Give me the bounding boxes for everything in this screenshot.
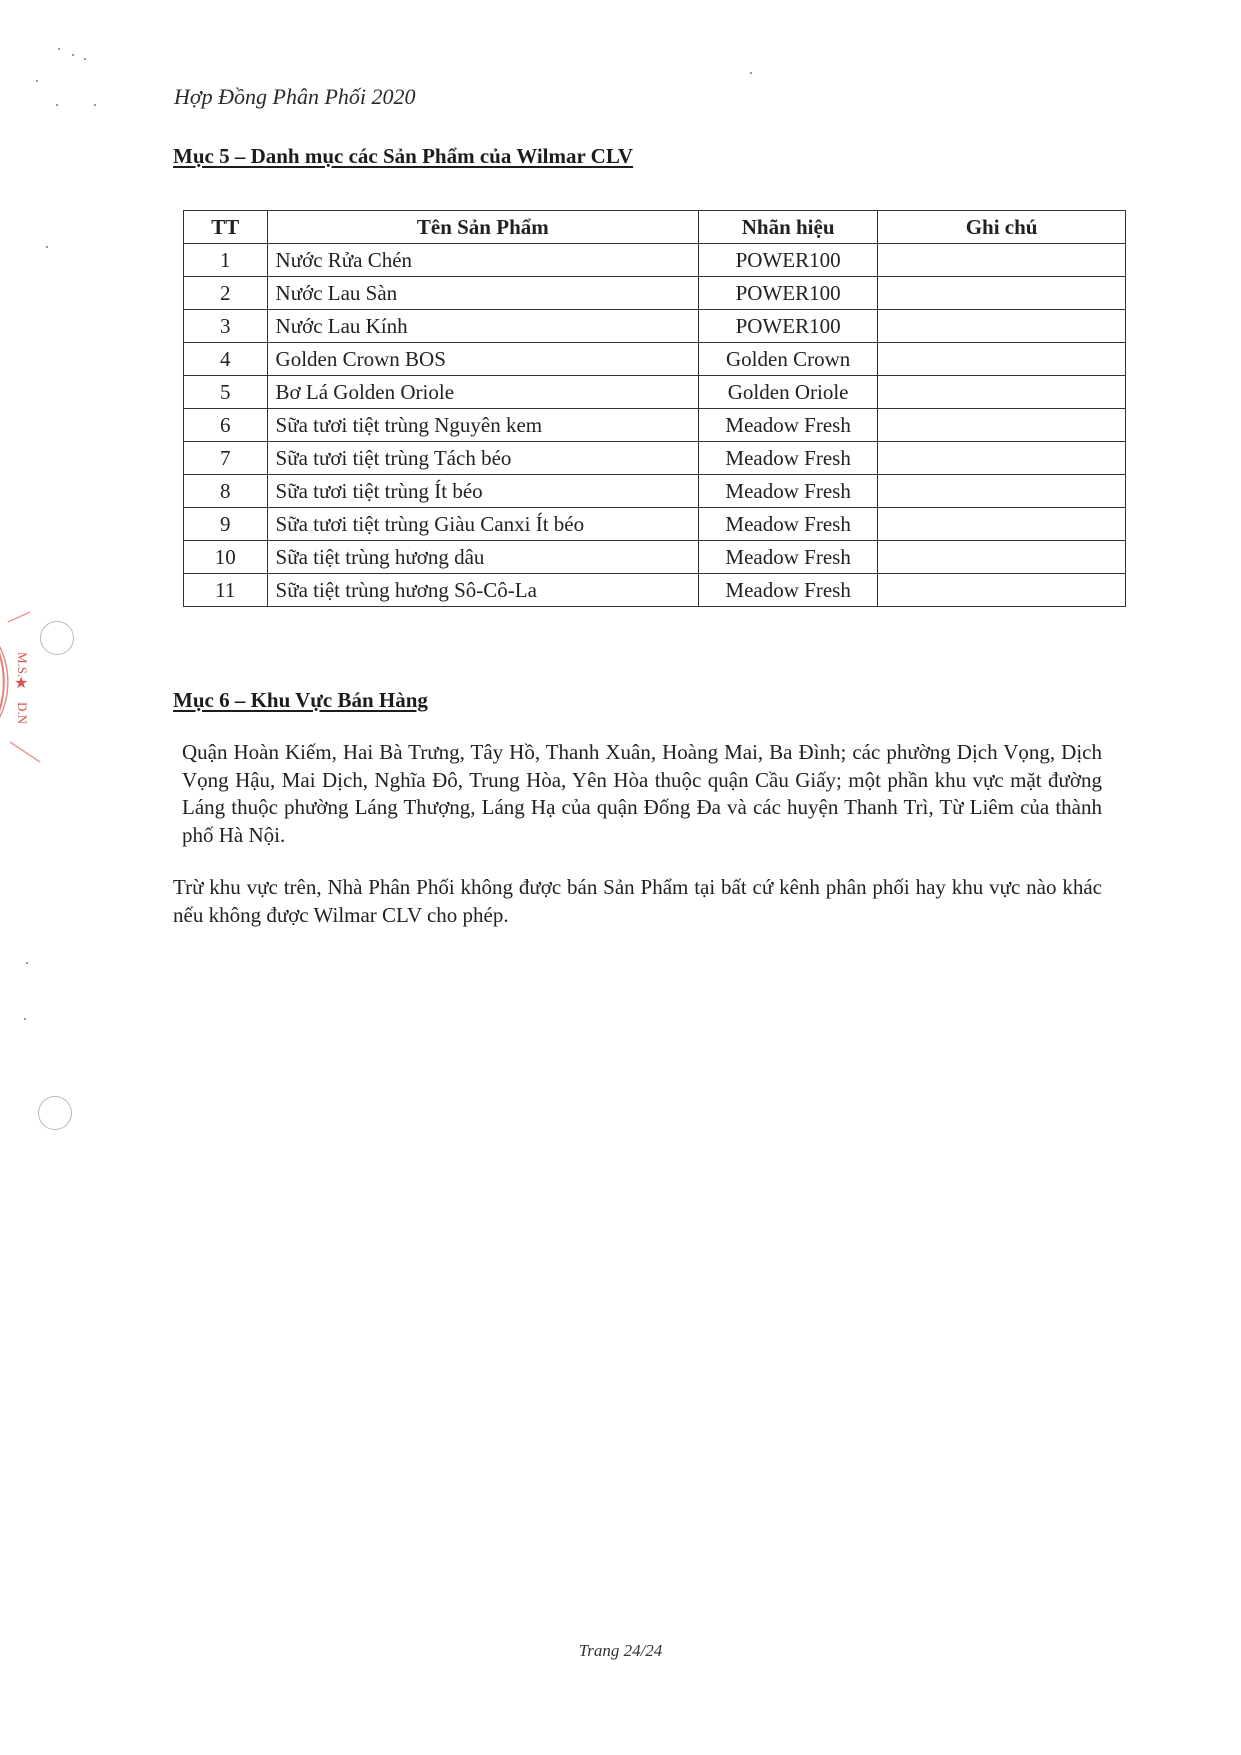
scan-speck [24, 1018, 26, 1020]
sales-restriction-paragraph: Trừ khu vực trên, Nhà Phân Phối không được bán Sản Phẩm tại bất cứ kênh phân phối hay khu vực nào khác nếu không được Wilmar CLV cho phép. [173, 875, 1102, 927]
svg-text:★: ★ [14, 673, 29, 692]
cell-brand: POWER100 [699, 244, 878, 277]
table-row [184, 376, 1126, 409]
product-table [183, 210, 1126, 607]
scan-speck [58, 48, 60, 50]
cell-brand: POWER100 [699, 310, 878, 343]
scan-speck [750, 72, 752, 74]
scan-speck [36, 80, 38, 82]
table-row [184, 475, 1126, 508]
table-row [184, 541, 1126, 574]
cell-tt: 8 [184, 475, 268, 508]
cell-product-name: Golden Crown BOS [267, 343, 699, 376]
cell-tt: 6 [184, 409, 268, 442]
cell-product-name: Nước Lau Sàn [267, 277, 699, 310]
scan-speck [94, 104, 96, 106]
section-6-title: Mục 6 – Khu Vực Bán Hàng [173, 688, 428, 712]
scan-speck [56, 104, 58, 106]
header-product-name: Tên Sản Phẩm [267, 211, 699, 244]
cell-tt: 5 [184, 376, 268, 409]
cell-tt: 9 [184, 508, 268, 541]
cell-brand: Meadow Fresh [699, 442, 878, 475]
cell-note [878, 541, 1126, 574]
seal-stamp-icon [0, 592, 90, 772]
page-number: Trang 24/24 [578, 1641, 663, 1660]
cell-product-name: Sữa tươi tiệt trùng Ít béo [267, 475, 699, 508]
header-tt: TT [184, 211, 268, 244]
sales-area-paragraph: Quận Hoàn Kiếm, Hai Bà Trưng, Tây Hồ, Thanh Xuân, Hoàng Mai, Ba Đình; các phường Dịch Vọng, Dịch Vọng Hậu, Mai Dịch, Nghĩa Đô, Trung Hòa, Yên Hòa thuộc quận Cầu Giấy; một phần khu vực mặt đường Láng thuộc phường Láng Thượng, Láng Hạ của quận Đống Đa và các huyện Thanh Trì, Từ Liêm của thành phố Hà Nội. [182, 740, 1102, 847]
cell-tt: 10 [184, 541, 268, 574]
cell-note [878, 508, 1126, 541]
cell-note [878, 376, 1126, 409]
cell-brand: Golden Oriole [699, 376, 878, 409]
scan-speck [46, 246, 48, 248]
cell-note [878, 442, 1126, 475]
scan-speck [72, 54, 74, 56]
cell-note [878, 574, 1126, 607]
cell-product-name: Sữa tiệt trùng hương dâu [267, 541, 699, 574]
cell-tt: 4 [184, 343, 268, 376]
table-row [184, 409, 1126, 442]
table-row [184, 277, 1126, 310]
cell-tt: 2 [184, 277, 268, 310]
cell-note [878, 343, 1126, 376]
cell-brand: Meadow Fresh [699, 475, 878, 508]
cell-brand: Golden Crown [699, 343, 878, 376]
cell-product-name: Sữa tươi tiệt trùng Giàu Canxi Ít béo [267, 508, 699, 541]
cell-product-name: Sữa tươi tiệt trùng Nguyên kem [267, 409, 699, 442]
cell-note [878, 409, 1126, 442]
cell-note [878, 310, 1126, 343]
cell-brand: Meadow Fresh [699, 574, 878, 607]
cell-brand: Meadow Fresh [699, 409, 878, 442]
table-row [184, 310, 1126, 343]
table-header-row [184, 211, 1126, 244]
table-row [184, 442, 1126, 475]
scan-speck [84, 58, 86, 60]
svg-text:M.S.: M.S. [15, 652, 30, 678]
cell-tt: 3 [184, 310, 268, 343]
svg-text:D.N: D.N [15, 702, 30, 725]
scan-speck [26, 962, 28, 964]
cell-product-name: Sữa tiệt trùng hương Sô-Cô-La [267, 574, 699, 607]
cell-brand: POWER100 [699, 277, 878, 310]
cell-tt: 7 [184, 442, 268, 475]
cell-product-name: Nước Rửa Chén [267, 244, 699, 277]
cell-brand: Meadow Fresh [699, 508, 878, 541]
document-header: Hợp Đồng Phân Phối 2020 [174, 84, 416, 109]
cell-brand: Meadow Fresh [699, 541, 878, 574]
table-row [184, 508, 1126, 541]
punch-hole-icon [40, 621, 74, 655]
cell-product-name: Sữa tươi tiệt trùng Tách béo [267, 442, 699, 475]
section-5-title: Mục 5 – Danh mục các Sản Phẩm của Wilmar CLV [173, 144, 634, 168]
punch-hole-icon [38, 1096, 72, 1130]
header-note: Ghi chú [878, 211, 1126, 244]
table-row [184, 574, 1126, 607]
cell-note [878, 244, 1126, 277]
cell-note [878, 277, 1126, 310]
cell-tt: 11 [184, 574, 268, 607]
cell-tt: 1 [184, 244, 268, 277]
cell-note [878, 475, 1126, 508]
header-brand: Nhãn hiệu [699, 211, 878, 244]
cell-product-name: Bơ Lá Golden Oriole [267, 376, 699, 409]
table-row [184, 343, 1126, 376]
cell-product-name: Nước Lau Kính [267, 310, 699, 343]
table-row [184, 244, 1126, 277]
